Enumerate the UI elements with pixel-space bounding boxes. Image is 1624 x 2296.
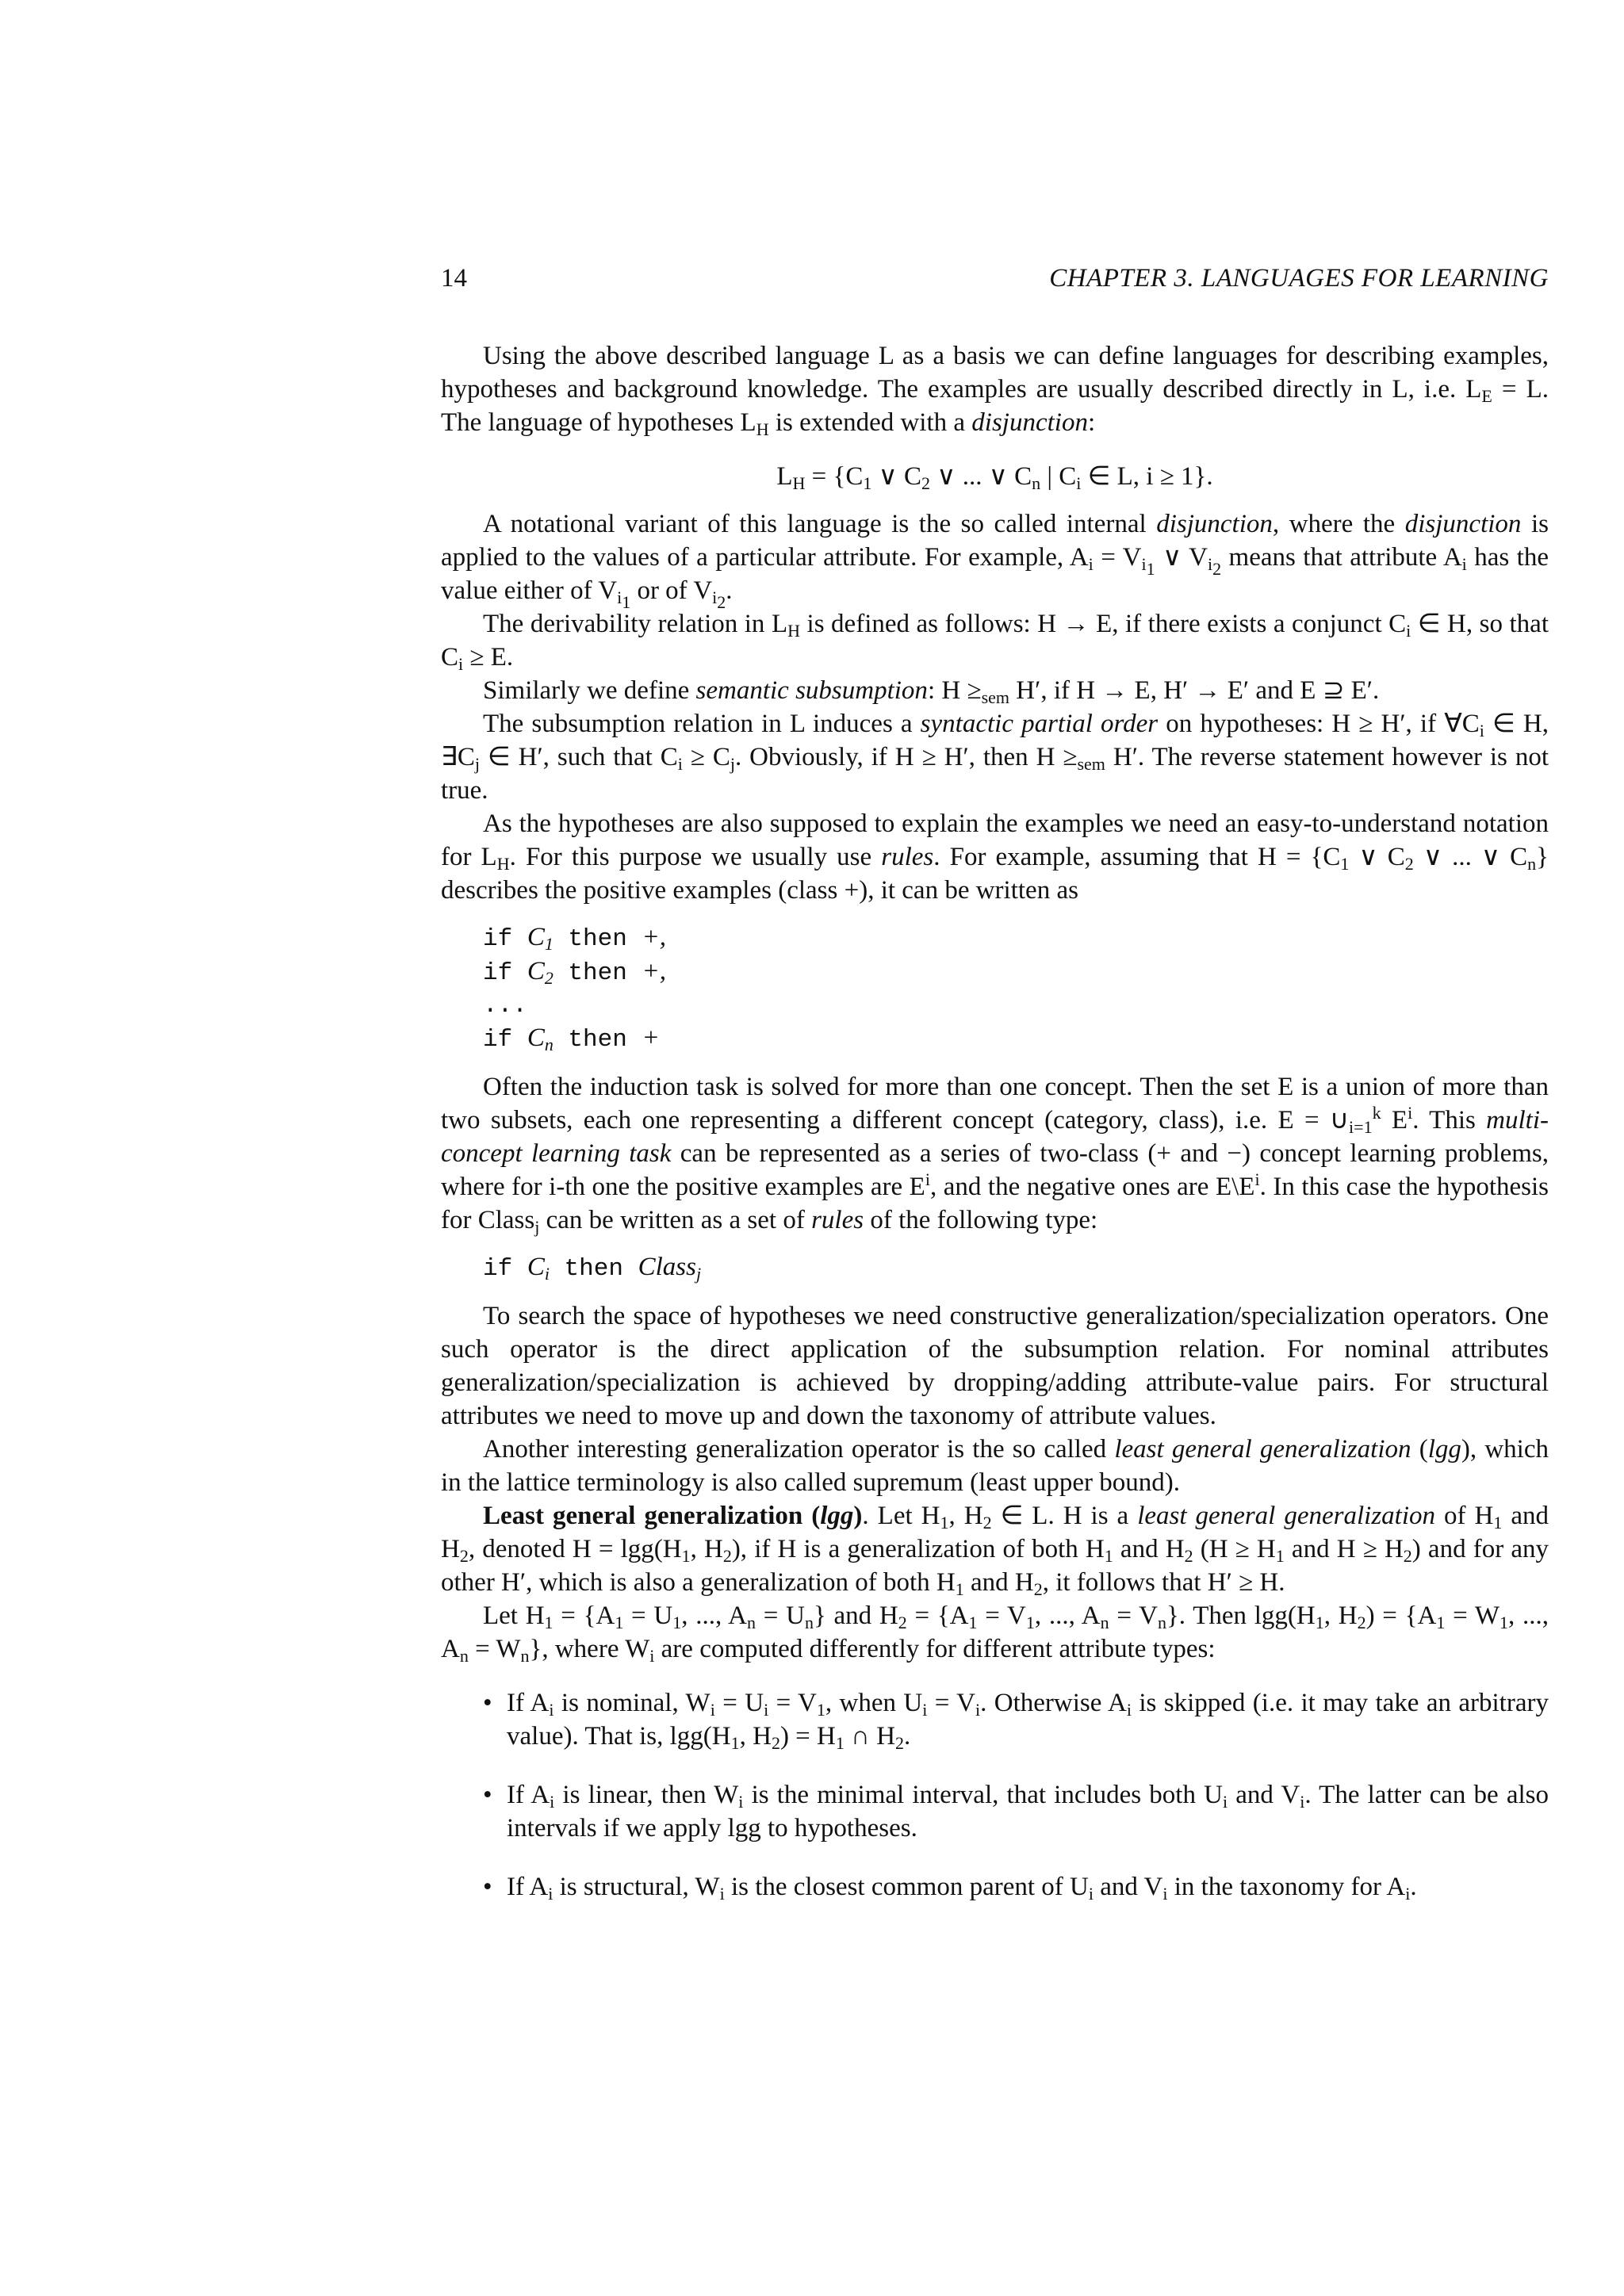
- paragraph-7: Often the induction task is solved for more than one concept. Then the set E is a union of more than two subsets, each one representing a different concept (category, class), i.e. $E = \cup_{i=1}^k$ $E^i$. This multi-concept learning task can be represented as a series of two-class (+ and −) concept learning problems, where for i-th one the positive examples are $E^i$, and the negative ones are $E\backslash E^i$. In this case the hypothesis for Class$_j$ can be written as a set of rules of the following type:: [441, 1073, 1549, 1237]
- bullet-icon: •: [483, 1781, 492, 1809]
- paragraph-2: A notational variant of this language is the so called internal disjunction, where the disjunction is applied to the values of a particular attribute. For example, $A_i = V_{i_1}$ ∨ $V_{i_2}$ means that attribute $A_i$ has the value either of $V_{i_1}$ or of $V_{i_2}$.: [441, 510, 1549, 612]
- paragraph-8: To search the space of hypotheses we need constructive generalization/specialization operators. One such operator is the direct application of the subsumption relation. For nominal attributes generalization/specialization is achieved by dropping/adding attribute-value pairs. For structural attributes we need to move up and down the taxonomy of attribute values.: [441, 1302, 1549, 1430]
- list-item: • If $A_i$ is structural, $W_i$ is the closest common parent of $U_i$ and $V_i$ in the taxonomy for $A_i$.: [441, 1870, 1549, 1904]
- bullet-icon: •: [483, 1689, 492, 1717]
- paragraph-10: Least general generalization (lgg). Let $H_1$, $H_2$ ∈ L. H is a least general generalization of $H_1$ and $H_2$, denoted $H = \lg g(H_1$, $H_2$), if H is a generalization of both $H_1$ and $H_2$ ($H \ge H_1$ and $H \ge H_2$) and for any other H′, which is also a generalization of both $H_1$ and $H_2$, it follows that H′ ≥ H.: [441, 1502, 1549, 1599]
- attribute-type-list: [441, 1686, 1549, 1904]
- paragraph-9: Another interesting generalization operator is the so called least general generalization (lgg), which in the lattice terminology is also called supremum (least upper bound).: [441, 1435, 1549, 1497]
- class-rule: [483, 1251, 1549, 1285]
- paragraph-4: Similarly we define semantic subsumption: $H \ge_{sem}$ H′, if H → E, H′ → E′ and E ⊇ E′.: [483, 676, 1380, 707]
- paragraph-5: The subsumption relation in L induces a syntactic partial order on hypotheses: H ≥ H′, if $\forall C_i$ ∈ H, $\exists C_j$ ∈ H′, such that $C_i \ge C_j$. Obviously, if H ≥ H′, then $H \ge_{sem}$ H′. The reverse statement however is not true.: [441, 710, 1549, 805]
- list-item: • If $A_i$ is nominal, $W_i = U_i = V_1$, when $U_i = V_i$. Otherwise $A_i$ is skipped (i.e. it may take an arbitrary value). That is, $\lg g(H_1$, $H_2) = H_1$ ∩ $H_2$.: [441, 1686, 1549, 1753]
- paragraph-11: Let $H_1 = \{A_1 = U_1$, ..., $A_n = U_n$} and $H_2 = \{A_1 = V_1$, ..., $A_n = V_n$}. Then $\lg g(H_1$, $H_2) = \{A_1 = W_1$, ..., $A_n = W_n$}, where $W_i$ are computed differently for different attribute types:: [441, 1601, 1549, 1666]
- page-number: 14: [441, 264, 467, 293]
- code-line: if $C_2$ then +,: [483, 957, 666, 988]
- list-item: • If $A_i$ is linear, then $W_i$ is the minimal interval, that includes both $U_i$ and $V_i$. The latter can be also intervals if we apply lgg to hypotheses.: [441, 1778, 1549, 1845]
- code-line: ...: [483, 992, 527, 1020]
- paragraph-6: As the hypotheses are also supposed to explain the examples we need an easy-to-understand notation for $L_H$. For this purpose we usually use rules. For example, assuming that $H = \{C_1$ ∨ $C_2$ ∨ ... ∨ $C_n$} describes the positive examples (class +), it can be written as: [441, 809, 1549, 905]
- code-line: if $C_n$ then +: [483, 1024, 660, 1054]
- bullet-icon: •: [483, 1873, 492, 1901]
- chapter-title: CHAPTER 3. LANGUAGES FOR LEARNING: [1049, 264, 1549, 293]
- code-line: if $C_i$ then Class$_j$: [483, 1253, 702, 1284]
- equation-lh: $L_H = \{C_1$ ∨ $C_2$ ∨ ... ∨ $C_n$ | $C_i$ ∈ L, i ≥ 1}.: [776, 462, 1213, 493]
- paragraph-1: Using the above described language L as a basis we can define languages for describing examples, hypotheses and background knowledge. The examples are usually described directly in L, i.e. $L_E = L$. The language of hypotheses $L_H$ is extended with a disjunction:: [441, 342, 1549, 439]
- code-line: if $C_1$ then +,: [483, 923, 666, 954]
- body-text: [441, 339, 1549, 1929]
- paragraph-3: The derivability relation in $L_H$ is defined as follows: H → E, if there exists a conjunct $C_i$ ∈ H, so that $C_i \ge E$.: [441, 610, 1549, 674]
- running-header: [441, 264, 1549, 299]
- rule-listing: [483, 921, 1549, 1056]
